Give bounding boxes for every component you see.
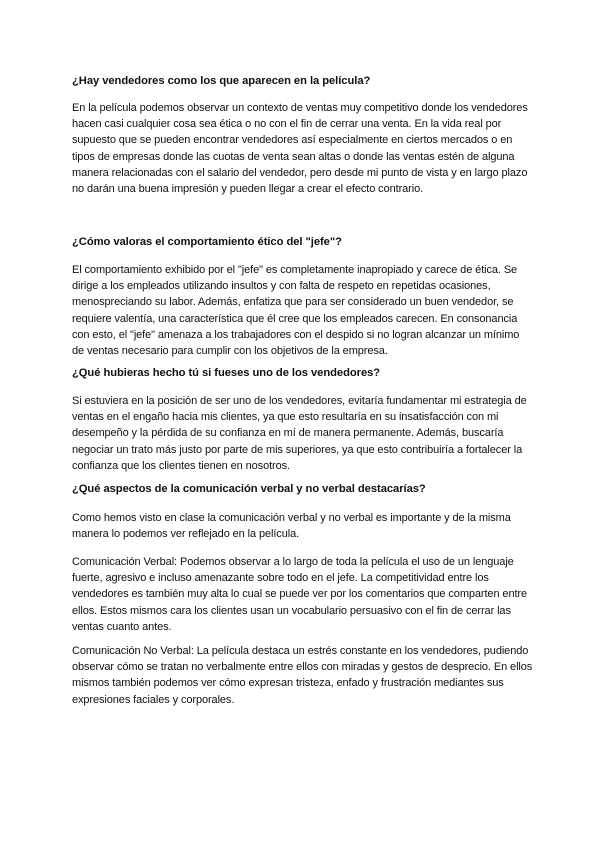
answer-paragraph-2: El comportamiento exhibido por el "jefe" es completamente inapropiado y carece de ética. Se dirige a los empleados utilizando insultos y con falta de respeto en repetidas ocasiones, menospreciando su labor. Además, enfatiza que para ser considerado un buen vendedor, se requiere valentía, una característica que él cree que los empleados carecen. En consonancia con esto, el "jefe" amenaza a los trabajadores con el despido si no logran alcanzar un mínimo de ventas necesario para cumplir con los objetivos de la empresa. [72,264,520,358]
answer-paragraph-1: En la película podemos observar un contexto de ventas muy competitivo donde los vendedores hacen casi cualquier cosa sea ética o no con el fin de cerrar una venta. En la vida real por supuesto que se pueden encontrar vendedores así especialmente en ciertos mercados o en tipos de empresas donde las cuotas de venta sean altas o donde las ventas estén de alguna manera relacionadas con el salario del vendedor, pero desde mi punto de vista y en largo plazo no darán una buena impresión y pueden llegar a crear el efecto contrario. [72,102,528,196]
answer-paragraph-4: Como hemos visto en clase la comunicación verbal y no verbal es importante y de la misma manera lo podemos ver reflejado en la película. [72,512,511,541]
nonverbal-communication-paragraph: Comunicación No Verbal: La película destaca un estrés constante en los vendedores, pudiendo observar cómo se tratan no verbalmente entre ellos con miradas y gestos de desprecio. En ellos mismos también podemos ver cómo expresan tristeza, enfado y frustración mediantes sus expresiones faciales y corporales. [72,645,533,706]
verbal-communication-paragraph: Comunicación Verbal: Podemos observar a lo largo de toda la película el uso de un lenguaje fuerte, agresivo e incluso amenazante sobre todo en el jefe. La competitividad entre los vendedores es también muy alta lo cual se puede ver por los comentarios que comparten entre ellos. Estos mismos cara los clientes usan un vocabulario persuasivo con el fin de cerrar las ventas cuanto antes. [72,556,527,633]
question-heading-3: ¿Qué hubieras hecho tú si fueses uno de los vendedores? [72,367,381,379]
answer-paragraph-3: Si estuviera en la posición de ser uno de los vendedores, evitaría fundamentar mi estrategia de ventas en el engaño hacia mis clientes, ya que esto resultaría en su insatisfacción con mi desempeño y la pérdida de su confianza en mí de manera permanente. Además, buscaría negociar un trato más justo por parte de mis superiores, ya que esto contribuiría a fortalecer la confianza que los clientes tienen en nosotros. [72,395,527,472]
question-heading-1: ¿Hay vendedores como los que aparecen en la película? [72,75,371,87]
question-heading-2: ¿Cómo valoras el comportamiento ético del "jefe"? [72,236,342,248]
question-heading-4: ¿Qué aspectos de la comunicación verbal y no verbal destacarías? [72,483,426,495]
